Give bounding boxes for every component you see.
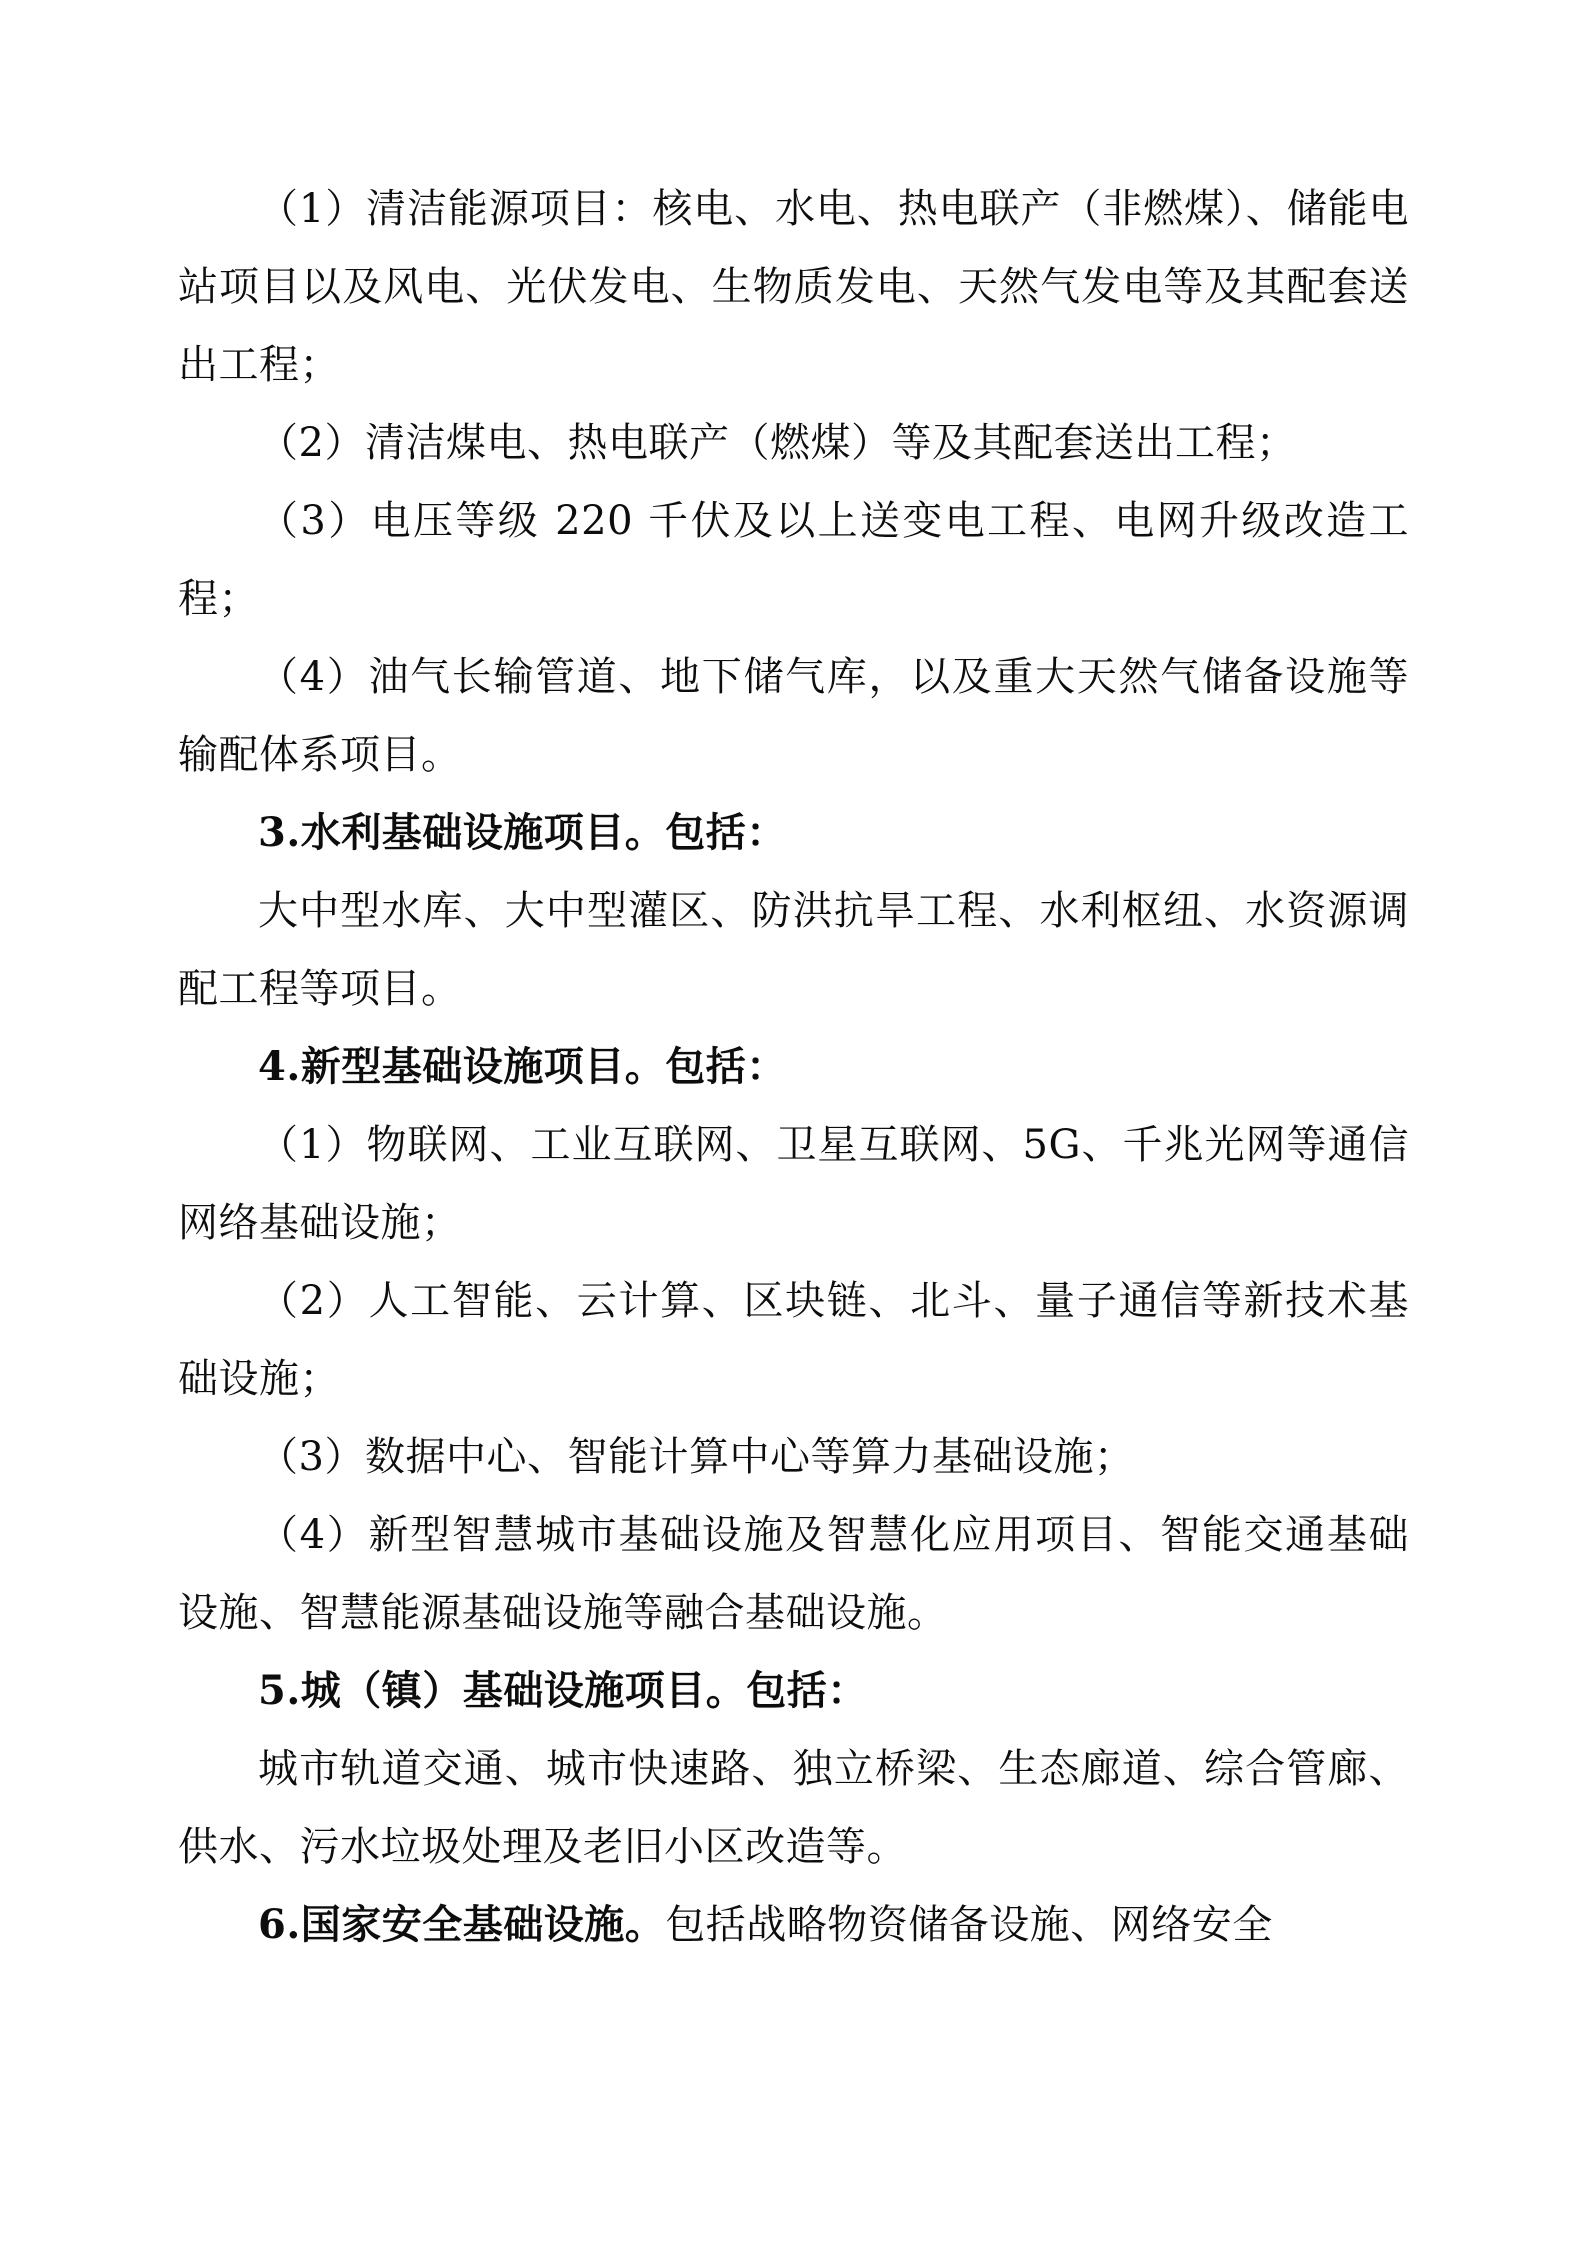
paragraph-13: 城市轨道交通、城市快速路、独立桥梁、生态廊道、综合管廊、供水、污水垃圾处理及老旧小区改造等。 xyxy=(178,1746,1409,1870)
paragraph-1: （1）清洁能源项目：核电、水电、热电联产（非燃煤）、储能电站项目以及风电、光伏发电、生物质发电、天然气发电等及其配套送出工程； xyxy=(178,186,1409,388)
paragraph-4: （4）油气长输管道、地下储气库，以及重大天然气储备设施等输配体系项目。 xyxy=(178,654,1409,778)
paragraph-3: （3）电压等级 220 千伏及以上送变电工程、电网升级改造工程； xyxy=(178,498,1409,622)
paragraph-10: （3）数据中心、智能计算中心等算力基础设施； xyxy=(258,1434,1135,1480)
paragraph-8: （1）物联网、工业互联网、卫星互联网、5G、千兆光网等通信网络基础设施； xyxy=(178,1122,1409,1246)
paragraph-11: （4）新型智慧城市基础设施及智慧化应用项目、智能交通基础设施、智慧能源基础设施等融合基础设施。 xyxy=(178,1512,1409,1636)
heading-water-infrastructure: 3.水利基础设施项目。包括： xyxy=(258,809,787,856)
heading-city-infrastructure: 5.城（镇）基础设施项目。包括： xyxy=(258,1667,868,1714)
heading-new-infrastructure: 4.新型基础设施项目。包括： xyxy=(258,1043,787,1090)
heading-national-security-prefix: 6.国家安全基础设施。 xyxy=(258,1901,666,1948)
paragraph-6: 大中型水库、大中型灌区、防洪抗旱工程、水利枢纽、水资源调配工程等项目。 xyxy=(178,888,1409,1012)
document-body xyxy=(178,170,1409,1964)
paragraph-14 xyxy=(178,1886,1409,1964)
paragraph-9: （2）人工智能、云计算、区块链、北斗、量子通信等新技术基础设施； xyxy=(178,1278,1409,1402)
paragraph-14-rest: 包括战略物资储备设施、网络安全 xyxy=(665,1902,1273,1948)
paragraph-2: （2）清洁煤电、热电联产（燃煤）等及其配套送出工程； xyxy=(258,420,1297,466)
